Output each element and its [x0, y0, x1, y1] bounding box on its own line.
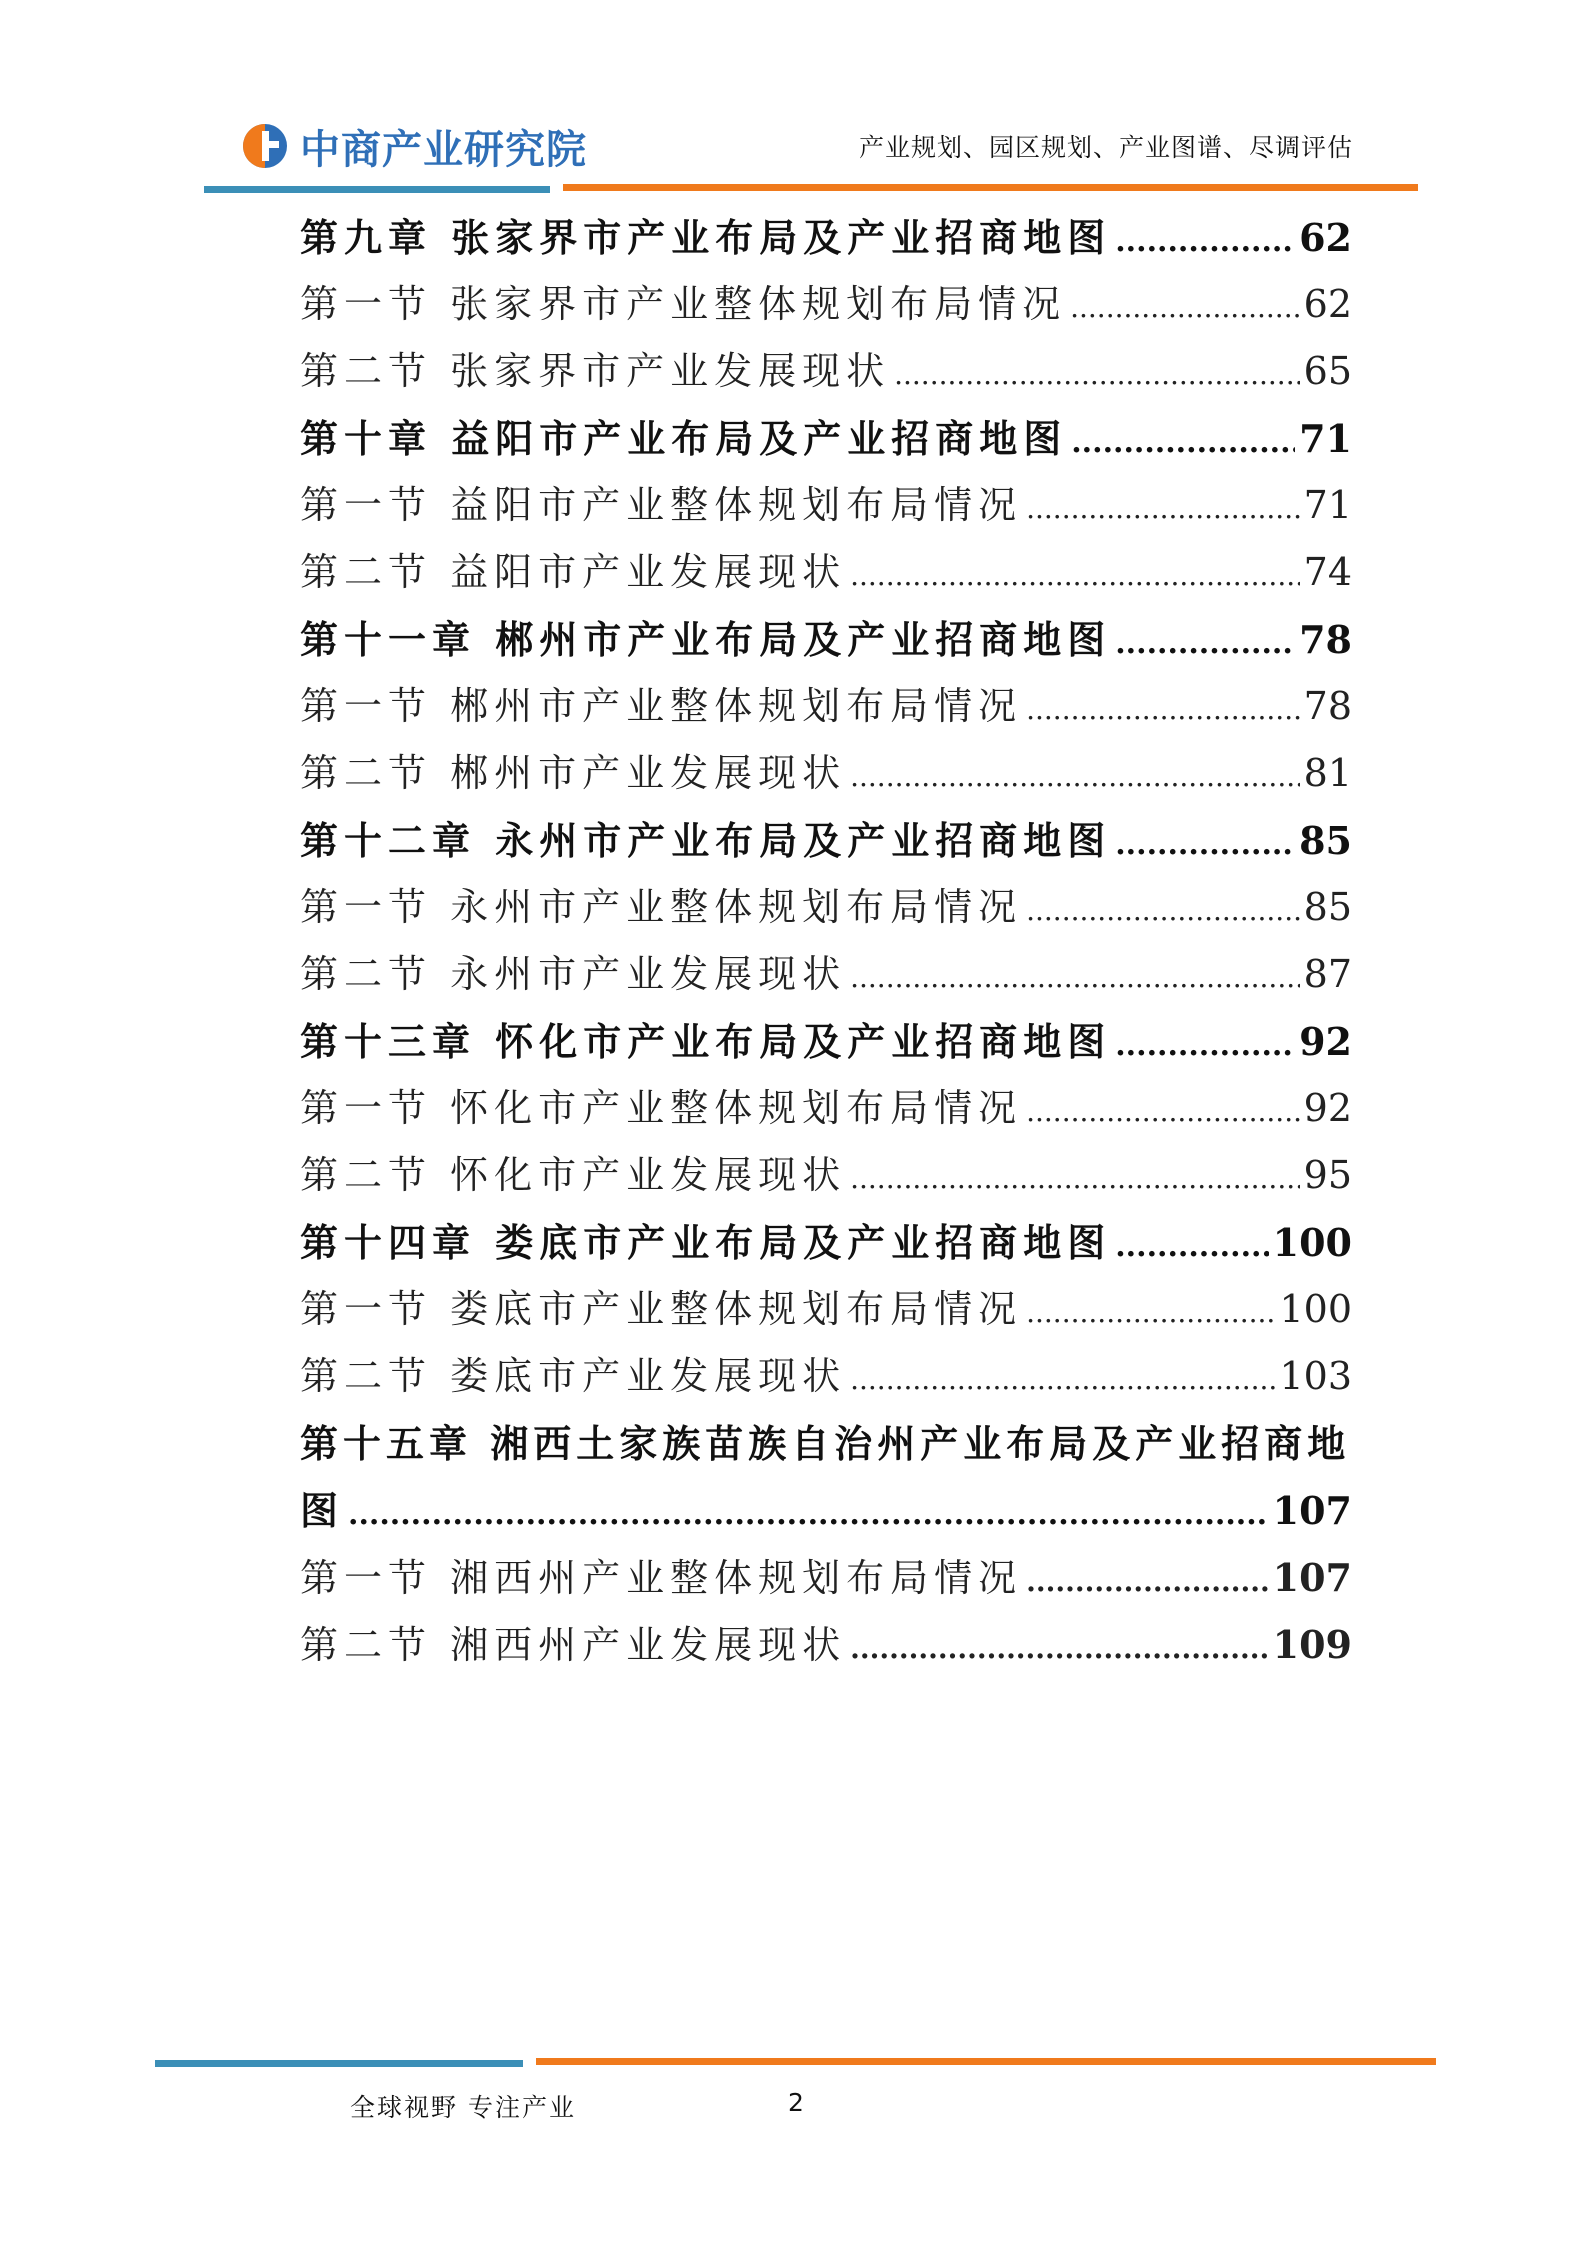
toc-chapter-entry[interactable] — [300, 204, 1352, 271]
toc-dot-leader — [1026, 475, 1300, 542]
toc-section-entry[interactable] — [300, 472, 1352, 539]
toc-entry-label: 第二节 郴州市产业发展现状 — [300, 751, 847, 795]
toc-section-entry[interactable] — [300, 874, 1352, 941]
toc-page-number: 92 — [1303, 1086, 1352, 1130]
toc-page-number: 109 — [1272, 1622, 1352, 1667]
toc-page-number: 74 — [1303, 550, 1352, 594]
footer-divider-orange — [536, 2058, 1436, 2065]
toc-dot-leader — [348, 1481, 1269, 1548]
toc-dot-leader — [1115, 811, 1295, 878]
toc-entry-label: 第二节 湘西州产业发展现状 — [300, 1623, 847, 1667]
toc-entry-label: 第十二章 永州市产业布局及产业招商地图 — [300, 818, 1112, 863]
company-logo — [240, 118, 587, 174]
toc-page-number: 85 — [1303, 885, 1352, 929]
toc-page-number: 62 — [1299, 215, 1352, 260]
toc-entry-label: 图 — [300, 1488, 345, 1533]
toc-entry-label: 第一节 郴州市产业整体规划布局情况 — [300, 684, 1023, 728]
page-header — [0, 0, 1586, 200]
toc-dot-leader — [1115, 1213, 1268, 1280]
toc-section-entry[interactable] — [300, 1343, 1352, 1410]
table-of-contents — [300, 204, 1352, 1678]
toc-chapter-entry[interactable] — [300, 807, 1352, 874]
toc-dot-leader — [1026, 1279, 1275, 1346]
toc-section-entry[interactable] — [300, 539, 1352, 606]
toc-dot-leader — [850, 542, 1300, 609]
toc-page-number: 107 — [1272, 1488, 1352, 1533]
toc-dot-leader — [1071, 409, 1295, 476]
header-divider-orange — [563, 184, 1418, 191]
page-number: 2 — [788, 2088, 804, 2117]
toc-dot-leader — [850, 1145, 1300, 1212]
toc-entry-label: 第九章 张家界市产业布局及产业招商地图 — [300, 215, 1112, 260]
toc-chapter-entry-continued[interactable] — [300, 1477, 1352, 1544]
toc-page-number: 71 — [1299, 416, 1352, 461]
toc-dot-leader — [1115, 610, 1295, 677]
toc-entry-label: 第十四章 娄底市产业布局及产业招商地图 — [300, 1220, 1112, 1265]
toc-dot-leader — [850, 1346, 1275, 1413]
toc-dot-leader — [1115, 1012, 1295, 1079]
toc-dot-leader — [1026, 877, 1300, 944]
toc-entry-label: 第二节 娄底市产业发展现状 — [300, 1354, 847, 1398]
toc-section-entry[interactable] — [300, 1611, 1352, 1678]
toc-section-entry[interactable] — [300, 941, 1352, 1008]
toc-section-entry[interactable] — [300, 271, 1352, 338]
toc-section-entry[interactable] — [300, 1544, 1352, 1611]
toc-page-number: 87 — [1303, 952, 1352, 996]
toc-dot-leader — [1115, 208, 1295, 275]
toc-section-entry[interactable] — [300, 1075, 1352, 1142]
toc-section-entry[interactable] — [300, 338, 1352, 405]
toc-chapter-entry[interactable] — [300, 405, 1352, 472]
toc-entry-label: 第二节 永州市产业发展现状 — [300, 952, 847, 996]
header-tagline: 产业规划、园区规划、产业图谱、尽调评估 — [858, 133, 1353, 162]
toc-chapter-entry[interactable] — [300, 1008, 1352, 1075]
toc-dot-leader — [850, 1615, 1269, 1682]
toc-page-number: 65 — [1303, 349, 1352, 393]
toc-entry-label: 第十章 益阳市产业布局及产业招商地图 — [300, 416, 1068, 461]
toc-section-entry[interactable] — [300, 740, 1352, 807]
toc-entry-label: 第二节 张家界市产业发展现状 — [300, 349, 891, 393]
toc-entry-label: 第一节 娄底市产业整体规划布局情况 — [300, 1287, 1023, 1331]
footer-slogan: 全球视野 专注产业 — [350, 2093, 576, 2122]
toc-page-number: 92 — [1299, 1019, 1352, 1064]
toc-dot-leader — [1026, 676, 1300, 743]
toc-page-number: 95 — [1303, 1153, 1352, 1197]
toc-entry-label: 第一节 益阳市产业整体规划布局情况 — [300, 483, 1023, 527]
toc-entry-label: 第一节 张家界市产业整体规划布局情况 — [300, 282, 1067, 326]
toc-page-number: 78 — [1299, 617, 1352, 662]
footer-divider-blue — [155, 2060, 523, 2067]
toc-entry-label: 第二节 益阳市产业发展现状 — [300, 550, 847, 594]
toc-page-number: 71 — [1303, 483, 1352, 527]
toc-dot-leader — [894, 341, 1300, 408]
toc-chapter-entry[interactable] — [300, 1410, 1352, 1477]
toc-section-entry[interactable] — [300, 673, 1352, 740]
toc-section-entry[interactable] — [300, 1276, 1352, 1343]
toc-entry-label: 第十三章 怀化市产业布局及产业招商地图 — [300, 1019, 1112, 1064]
toc-entry-label: 第一节 永州市产业整体规划布局情况 — [300, 885, 1023, 929]
toc-dot-leader — [1026, 1548, 1269, 1615]
toc-dot-leader — [1026, 1078, 1300, 1145]
toc-section-entry[interactable] — [300, 1142, 1352, 1209]
toc-entry-label: 第十五章 湘西土家族苗族自治州产业布局及产业招商地 — [300, 1421, 1351, 1466]
toc-entry-label: 第一节 湘西州产业整体规划布局情况 — [300, 1556, 1023, 1600]
toc-entry-label: 第十一章 郴州市产业布局及产业招商地图 — [300, 617, 1112, 662]
header-divider-blue — [204, 186, 550, 193]
toc-entry-label: 第二节 怀化市产业发展现状 — [300, 1153, 847, 1197]
toc-page-number: 100 — [1279, 1287, 1352, 1331]
toc-entry-label: 第一节 怀化市产业整体规划布局情况 — [300, 1086, 1023, 1130]
logo-mark-icon — [240, 121, 290, 171]
toc-chapter-entry[interactable] — [300, 606, 1352, 673]
toc-page-number: 100 — [1272, 1220, 1352, 1265]
toc-page-number: 107 — [1272, 1555, 1352, 1600]
logo-text: 中商产业研究院 — [300, 126, 587, 173]
toc-page-number: 81 — [1303, 751, 1352, 795]
toc-page-number: 62 — [1303, 282, 1352, 326]
toc-page-number: 78 — [1303, 684, 1352, 728]
toc-chapter-entry[interactable] — [300, 1209, 1352, 1276]
toc-page-number: 103 — [1279, 1354, 1352, 1398]
toc-dot-leader — [850, 743, 1300, 810]
toc-dot-leader — [1070, 274, 1300, 341]
toc-page-number: 85 — [1299, 818, 1352, 863]
toc-dot-leader — [850, 944, 1300, 1011]
